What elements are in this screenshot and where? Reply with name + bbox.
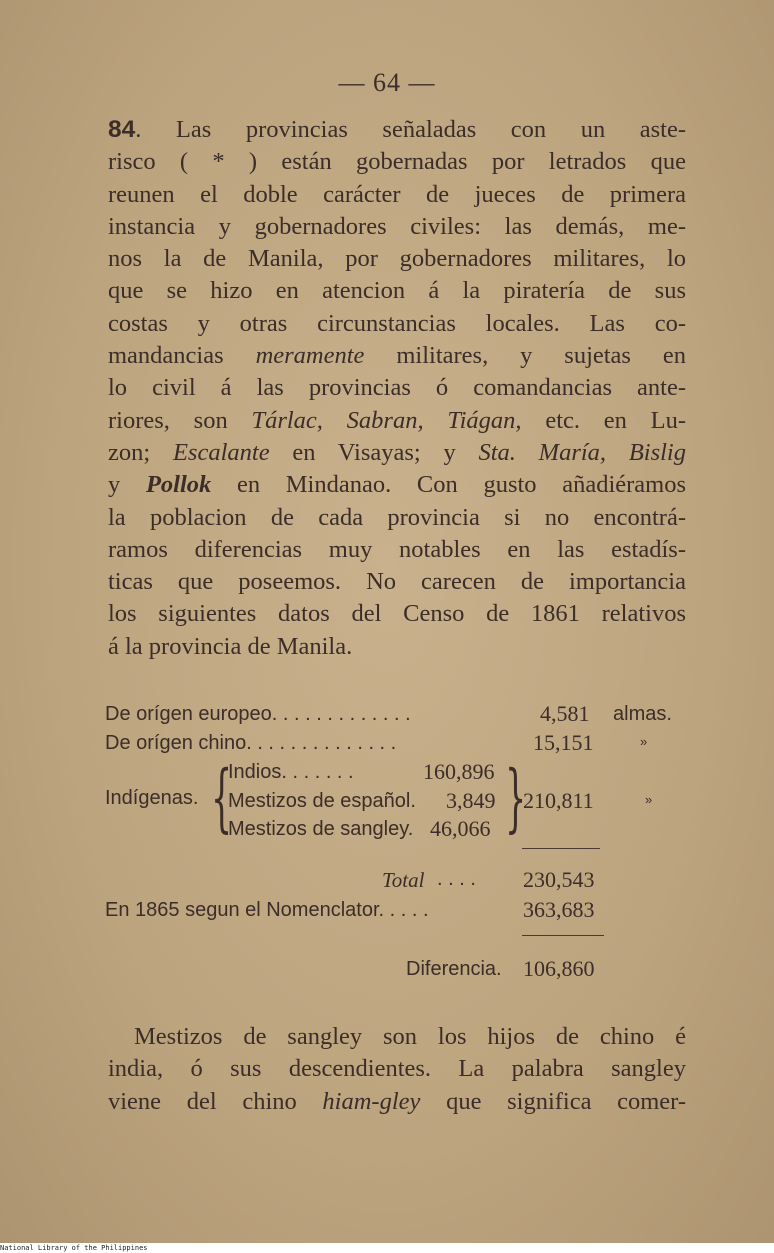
text-line: reunen el doble carácter de jueces de primera [108,180,686,208]
row-chino-value: 15,151 [533,730,594,755]
text-line: instancia y gobernadores civiles: las demás, me- [108,212,686,240]
paragraph-number: 84 [108,116,136,143]
sum-rule [522,848,600,849]
mestizos-sangley-value: 46,066 [430,816,491,841]
text-line: risco ( * ) están gobernadas por letrados que [108,148,686,176]
row-europeo-value: 4,581 [540,701,590,726]
mestizos-espanol-value: 3,849 [446,788,496,813]
mestizos-espanol-label: Mestizos de español. [228,790,416,812]
paragraph-mestizos [108,1021,686,1118]
text-line: zon; Escalante en Visayas; y Sta. María, Bislig [108,438,686,466]
difference-rule [522,935,604,936]
text-line: viene del chino hiam-gley que significa comer- [108,1087,687,1115]
difference-value: 106,860 [523,956,595,981]
row-europeo-label: De orígen europeo. . . . . . . . . . . . . [105,703,411,725]
text-line: á la provincia de Manila. [108,632,353,660]
text-line: lo civil á las provincias ó comandancias ante- [108,374,686,402]
paragraph-84 [108,114,686,663]
text-line: los siguientes datos del Censo de 1861 relativos [108,600,686,628]
row-chino-label: De orígen chino. . . . . . . . . . . . . . [105,732,397,754]
difference-label: Diferencia. [406,958,502,980]
text-line: india, ó sus descendientes. La palabra sangley [108,1055,686,1083]
row-1865-label: En 1865 segun el Nomenclator. . . . . [105,899,429,921]
text-line: riores, son Tárlac, Sabran, Tiágan, etc. en Lu- [108,406,687,434]
mestizos-sangley-label: Mestizos de sangley. [228,818,414,840]
text-line: ticas que poseemos. No carecen de importancia [108,568,686,596]
indios-label: Indios. . . . . . . [228,761,354,783]
total-label: Total [382,868,425,892]
text-line: nos la de Manila, por gobernadores militares, lo [108,245,686,273]
text-line: 84. Las provincias señaladas con un aste- [108,116,686,143]
text-line: ramos diferencias muy notables en las estadís- [108,535,686,563]
total-dots: . . . . [437,868,476,890]
text-line: Mestizos de sangley son los hijos de chino é [134,1023,686,1050]
row-europeo-unit: almas. [613,703,672,725]
indigenas-total-value: 210,811 [523,788,594,813]
total-value: 230,543 [523,867,595,892]
row-chino-unit: » [640,734,648,749]
page-number: — 64 — [338,68,436,97]
indigenas-unit: » [645,792,653,807]
text-line: costas y otras circunstancias locales. Las co- [108,309,686,337]
text-line: que se hizo en atencion á la piratería de sus [108,277,686,305]
text-line: mandancias meramente militares, y sujetas en [108,342,687,370]
row-1865-value: 363,683 [523,897,595,922]
library-footer: National Library of the Philippines [0,1243,774,1253]
indios-value: 160,896 [423,759,495,784]
text-line: y Pollok en Mindanao. Con gusto añadiéramos [108,471,687,499]
indigenas-label: Indígenas. [105,787,199,809]
text-line: la poblacion de cada provincia si no encontrá- [108,503,686,531]
left-brace-icon: { [211,755,233,841]
right-brace-icon: } [505,755,527,841]
